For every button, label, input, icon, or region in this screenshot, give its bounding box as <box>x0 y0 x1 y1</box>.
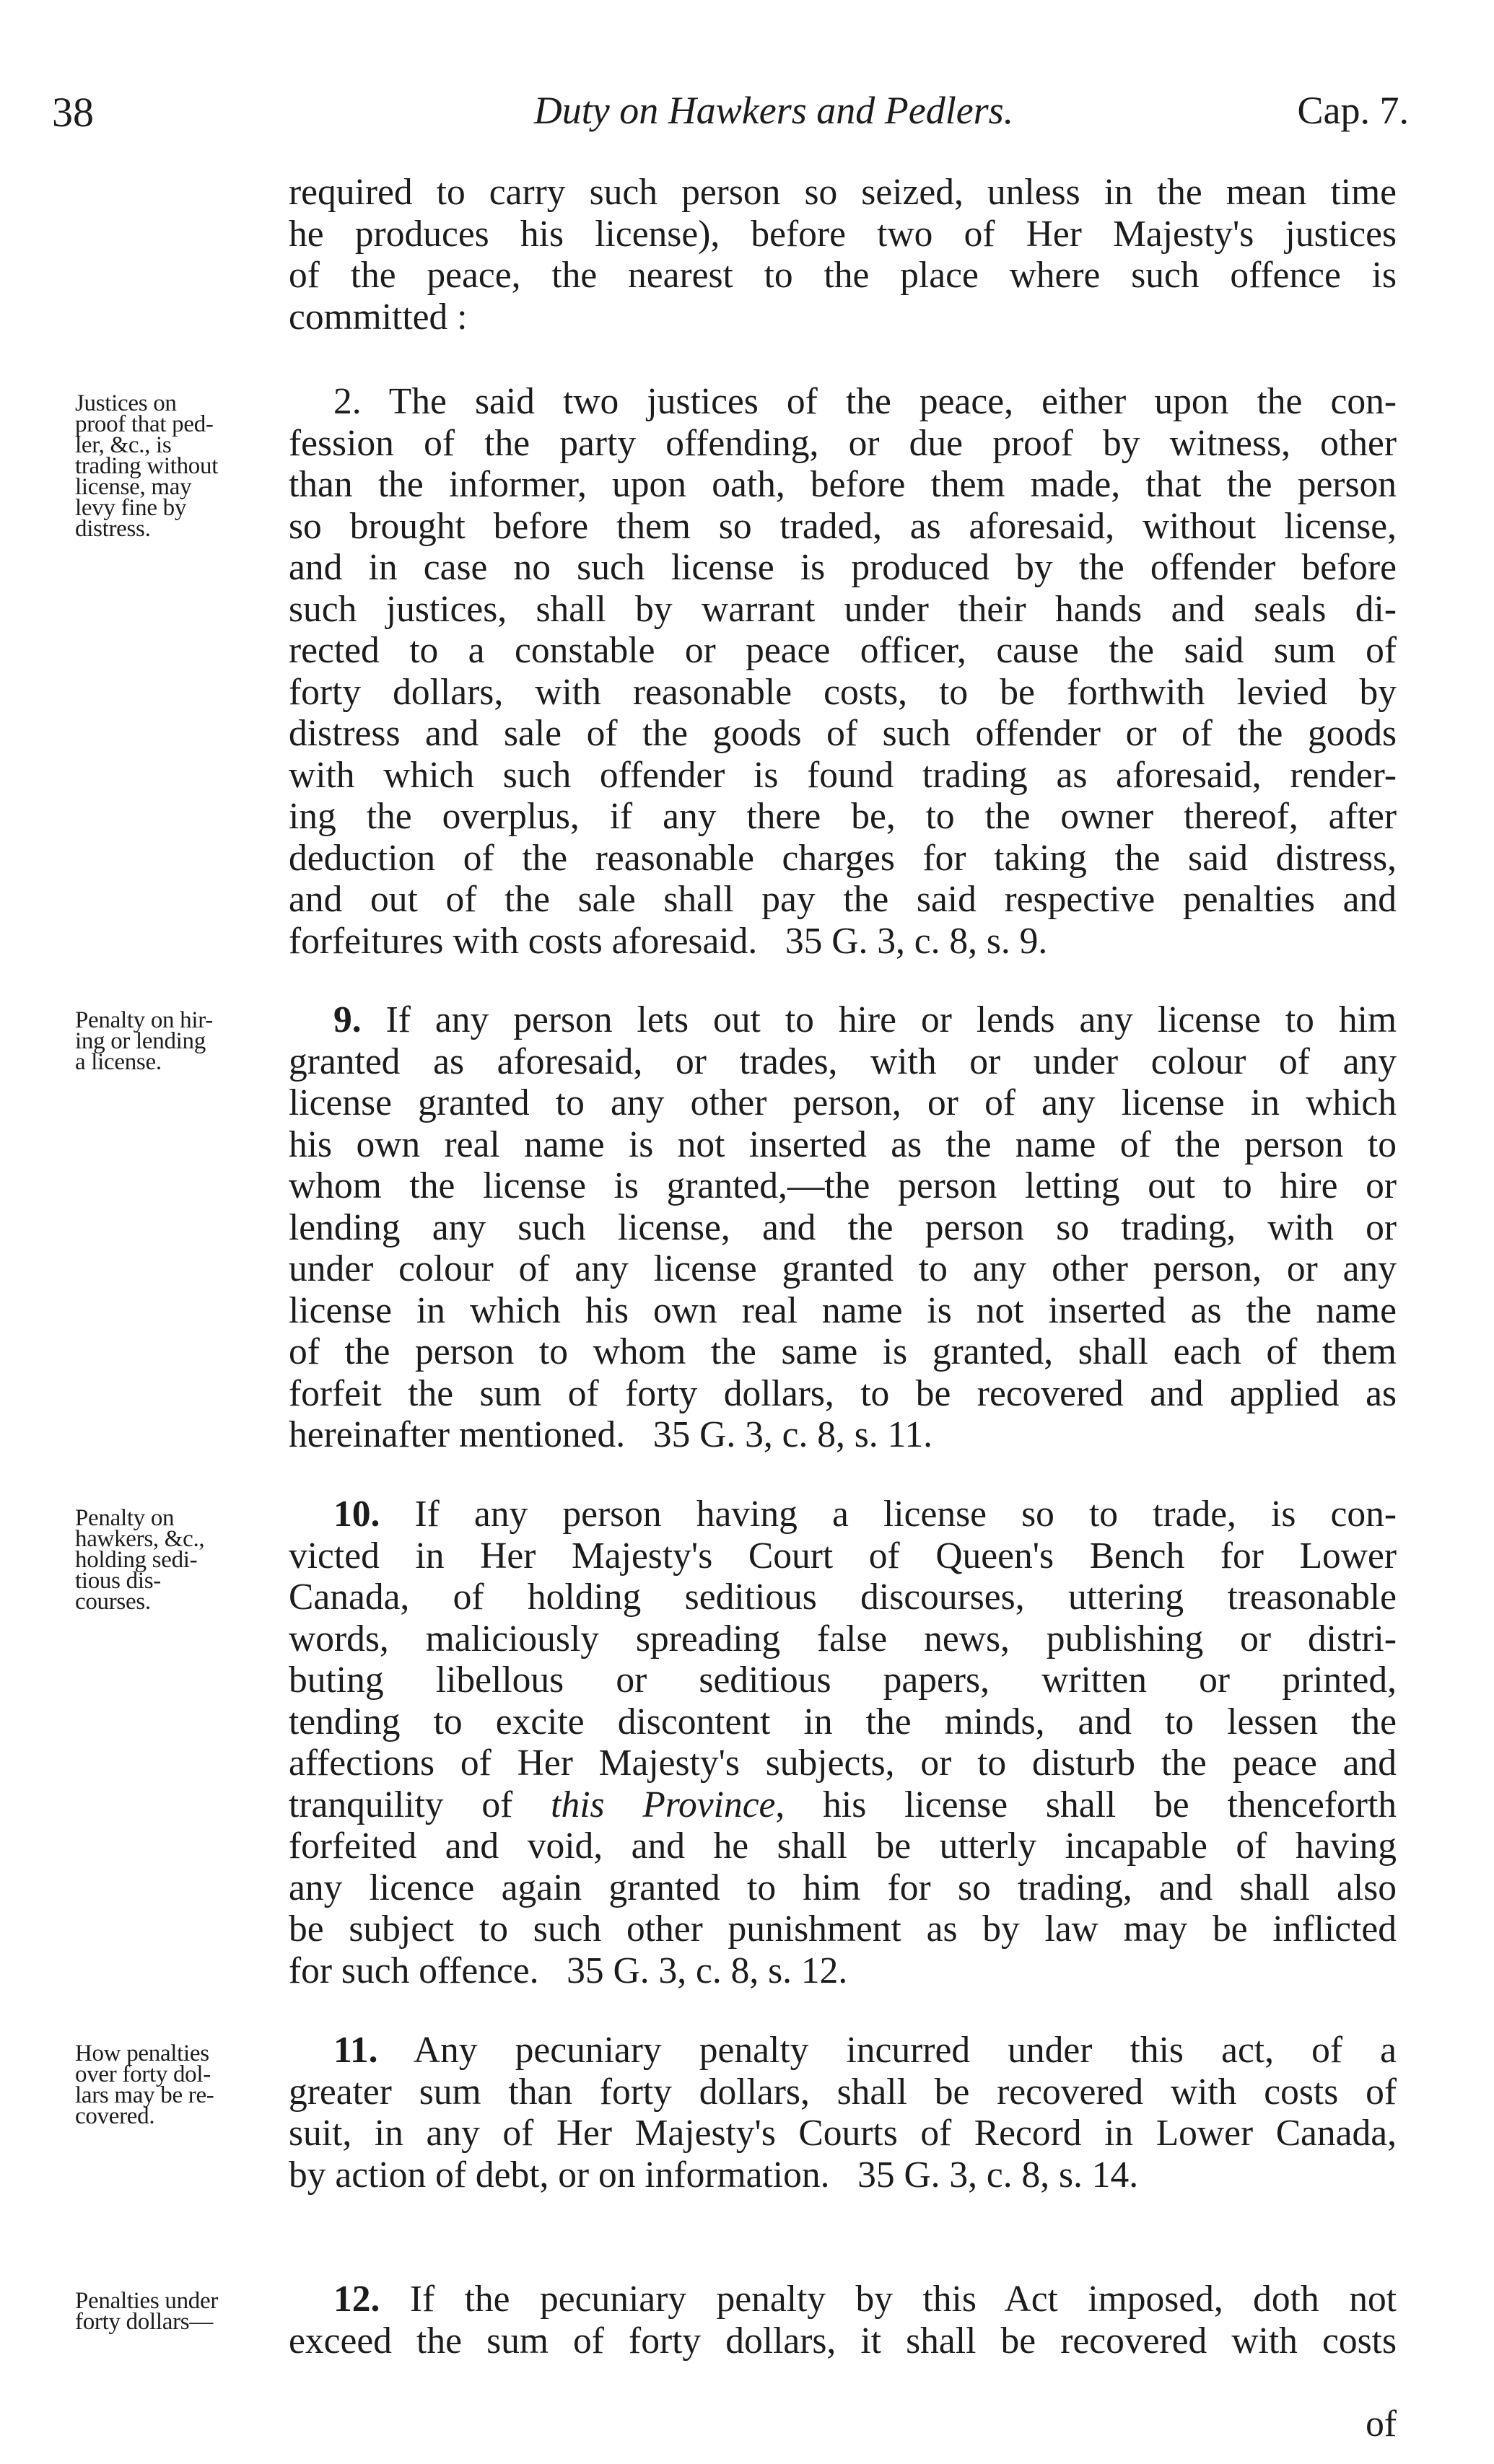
text-line-content: Any pecuniary penalty incurred under this act, of a <box>413 2030 1397 2071</box>
text-line: exceed the sum of forty dollars, it shall be recovered with costs <box>289 2320 1397 2362</box>
text-line: forfeit the sum of forty dollars, to be recovered and applied as <box>289 1372 1397 1414</box>
margin-note-line: levy fine by <box>75 495 187 521</box>
margin-note-line: distress. <box>75 516 151 542</box>
italic-phrase: this Province <box>551 1784 776 1825</box>
text-line: any licence again granted to him for so trading, and shall also <box>289 1867 1397 1908</box>
section-11-paragraph <box>289 2030 1397 2196</box>
section-10-paragraph <box>289 1494 1397 1991</box>
text-line: of the peace, the nearest to the place where such offence is <box>289 255 1397 296</box>
margin-note-section-12 <box>75 2288 284 2335</box>
margin-note-line: tious dis- <box>75 1568 161 1594</box>
text-line: deduction of the reasonable charges for taking the said distress, <box>289 837 1397 879</box>
text-line-content: by action of debt, or on information. <box>289 2154 830 2196</box>
statute-citation: 35 G. 3, c. 8, s. 9. <box>785 920 1048 962</box>
text-line: tending to excite discontent in the minds, and to lessen the <box>289 1701 1397 1742</box>
text-line-content: If the pecuniary penalty by this Act imposed, doth not <box>409 2279 1397 2320</box>
margin-note-line: Penalty on hir- <box>75 1007 213 1033</box>
text-line <box>289 1950 1397 1992</box>
text-line-content: for such offence. <box>289 1950 539 1991</box>
section-number: 10. <box>333 1494 380 1535</box>
text-line-content: forfeitures with costs aforesaid. <box>289 920 758 962</box>
margin-note-line: a license. <box>75 1049 162 1075</box>
text-line: distress and sale of the goods of such offender or of the goods <box>289 713 1397 754</box>
text-line: and in case no such license is produced by the offender before <box>289 547 1397 588</box>
margin-note-line: covered. <box>75 2103 155 2129</box>
running-header <box>52 88 1409 146</box>
text-line: license granted to any other person, or of any license in which <box>289 1082 1397 1123</box>
text-line: fession of the party offending, or due proof by witness, other <box>289 422 1397 464</box>
section-number: 2. <box>333 381 362 422</box>
page-number: 38 <box>52 89 94 136</box>
statute-citation: 35 G. 3, c. 8, s. 11. <box>652 1414 932 1455</box>
text-line: and out of the sale shall pay the said respective penalties and <box>289 879 1397 920</box>
text-line: required to carry such person so seized, unless in the mean time <box>289 172 1397 213</box>
text-line: victed in Her Majesty's Court of Queen's Bench for Lower <box>289 1535 1397 1577</box>
text-line: than the informer, upon oath, before them made, that the person <box>289 464 1397 505</box>
margin-note-section-11 <box>75 2040 284 2129</box>
text-line: whom the license is granted,—the person letting out to hire or <box>289 1165 1397 1206</box>
chapter-label: Cap. 7. <box>1297 89 1409 132</box>
text-line <box>289 1414 1397 1456</box>
text-line <box>289 2154 1397 2196</box>
text-line: his own real name is not inserted as the name of the person to <box>289 1123 1397 1165</box>
running-title: Duty on Hawkers and Pedlers. <box>533 89 1014 132</box>
text-line-content: hereinafter mentioned. <box>289 1414 626 1455</box>
catchword: of <box>1366 2403 1397 2445</box>
section-number: 9. <box>333 999 362 1040</box>
text-line-content: The said two justices of the peace, either upon the con- <box>388 381 1397 422</box>
margin-note-line: ler, &c., is <box>75 432 172 458</box>
text-line: under colour of any license granted to any other person, or any <box>289 1248 1397 1289</box>
text-line: Canada, of holding seditious discourses, uttering treasonable <box>289 1577 1397 1618</box>
margin-note-line: trading without <box>75 453 219 479</box>
text-line: granted as aforesaid, or trades, with or under colour of any <box>289 1040 1397 1082</box>
margin-note-line: proof that ped- <box>75 411 214 437</box>
section-number: 12. <box>333 2279 380 2320</box>
text-line: he produces his license), before two of Her Majesty's justices <box>289 213 1397 255</box>
text-line <box>289 1494 1397 1535</box>
text-line: so brought before them so traded, as aforesaid, without license, <box>289 505 1397 547</box>
margin-note-line: courses. <box>75 1589 151 1615</box>
statute-citation: 35 G. 3, c. 8, s. 14. <box>857 2154 1139 2196</box>
text-line: rected to a constable or peace officer, cause the said sum of <box>289 630 1397 671</box>
margin-note-line: ing or lending <box>75 1028 206 1054</box>
margin-note-line: Penalties under <box>75 2288 219 2314</box>
margin-note-line: forty dollars— <box>75 2309 214 2335</box>
text-line: buting libellous or seditious papers, written or printed, <box>289 1660 1397 1701</box>
section-number: 11. <box>333 2030 378 2071</box>
margin-note-section-9 <box>75 1007 284 1075</box>
text-line <box>289 1784 1397 1826</box>
margin-note-line: lars may be re- <box>75 2082 214 2108</box>
statute-citation: 35 G. 3, c. 8, s. 12. <box>567 1950 848 1991</box>
text-line: of the person to whom the same is granted, shall each of them <box>289 1331 1397 1372</box>
margin-note-line: How penalties <box>75 2040 209 2066</box>
text-line: words, maliciously spreading false news, publishing or distri- <box>289 1618 1397 1660</box>
text-line-content: If any person having a license so to trade, is con- <box>414 1494 1397 1535</box>
margin-note-section-10 <box>75 1505 284 1615</box>
text-line: be subject to such other punishment as by law may be inflicted <box>289 1908 1397 1950</box>
text-line: forfeited and void, and he shall be utterly incapable of having <box>289 1825 1397 1867</box>
text-line: lending any such license, and the person so trading, with or <box>289 1206 1397 1248</box>
margin-note-line: over forty dol- <box>75 2061 211 2087</box>
text-line: ing the overplus, if any there be, to the owner thereof, after <box>289 796 1397 837</box>
text-line-content: If any person lets out to hire or lends any license to him <box>385 999 1397 1040</box>
margin-note-section-2 <box>75 390 284 542</box>
text-line-content: tranquility of <box>289 1784 551 1825</box>
text-line: such justices, shall by warrant under their hands and seals di- <box>289 588 1397 630</box>
text-line: greater sum than forty dollars, shall be recovered with costs of <box>289 2071 1397 2113</box>
text-line <box>289 921 1397 963</box>
text-line: committed : <box>289 296 468 338</box>
text-line: suit, in any of Her Majesty's Courts of Record in Lower Canada, <box>289 2113 1397 2154</box>
text-line: affections of Her Majesty's subjects, or to disturb the peace and <box>289 1742 1397 1784</box>
text-line <box>289 2279 1397 2320</box>
text-line <box>289 2030 1397 2071</box>
margin-note-line: hawkers, &c., <box>75 1526 205 1552</box>
text-line: forty dollars, with reasonable costs, to be forthwith levied by <box>289 671 1397 713</box>
margin-note-line: Justices on <box>75 390 177 416</box>
text-line <box>289 381 1397 423</box>
margin-note-line: Penalty on <box>75 1505 175 1531</box>
section-12-paragraph <box>289 2279 1397 2362</box>
text-line-content: , his license shall be thenceforth <box>775 1784 1397 1825</box>
section-9-paragraph <box>289 999 1397 1456</box>
margin-note-line: holding sedi- <box>75 1547 198 1573</box>
text-line <box>289 999 1397 1041</box>
text-line: license in which his own real name is not inserted as the name <box>289 1289 1397 1331</box>
margin-note-line: license, may <box>75 474 192 500</box>
continuation-paragraph <box>289 172 1397 338</box>
text-line: with which such offender is found trading as aforesaid, render- <box>289 754 1397 796</box>
section-2-paragraph <box>289 381 1397 962</box>
